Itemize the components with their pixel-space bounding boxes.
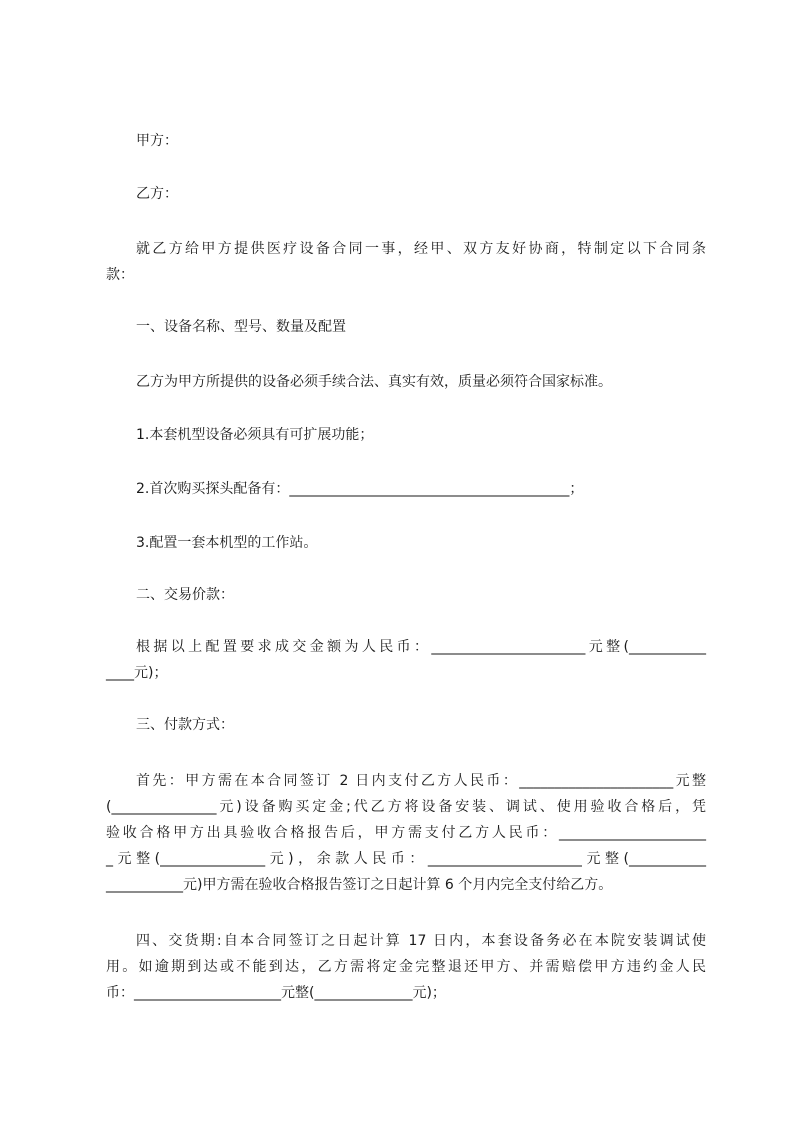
section1-description: 乙方为甲方所提供的设备必须手续合法、真实有效，质量必须符合国家标准。 xyxy=(136,374,612,390)
payment-paragraph: 首先：甲方需在本合同签订 2 日内支付乙方人民币：______________________元整 (_______________元)设备购买定金;代乙方将设备安装、调试、使用验收合格后，凭 验收合格甲方出具验收合格报告后，甲方需支付乙方人民币：_____________________ _元整(_______________元)，余款人民币：______________________元整(___________ ___________元)甲方需在验收合格报告签订之日起计算 6 个月内完全支付给乙方。 xyxy=(106,773,706,893)
party-a-label: 甲方： xyxy=(136,133,178,149)
delivery-paragraph: 四、交货期:自本合同签订之日起计算 17 日内，本套设备务必在本院安装调试使 用。如逾期到达或不能到达，乙方需将定金完整退还甲方、并需赔偿甲方违约金人民 币：_____________________元整(______________元)； xyxy=(106,933,706,1001)
section3-title: 三、付款方式： xyxy=(136,717,234,733)
intro-paragraph: 就乙方给甲方提供医疗设备合同一事，经甲、双方友好协商，特制定以下合同条 款： xyxy=(106,241,706,283)
price-paragraph: 根据以上配置要求成交金额为人民币：______________________元整(___________ ____元)； xyxy=(106,639,706,681)
section1-title: 一、设备名称、型号、数量及配置 xyxy=(136,319,346,335)
config-item-2: 2.首次购买探头配备有：________________________________________； xyxy=(136,481,584,497)
section2-title: 二、交易价款： xyxy=(136,587,234,603)
party-b-label: 乙方： xyxy=(136,186,178,202)
config-item-1: 1.本套机型设备必须具有可扩展功能； xyxy=(136,427,374,443)
config-item-3: 3.配置一套本机型的工作站。 xyxy=(136,535,318,551)
